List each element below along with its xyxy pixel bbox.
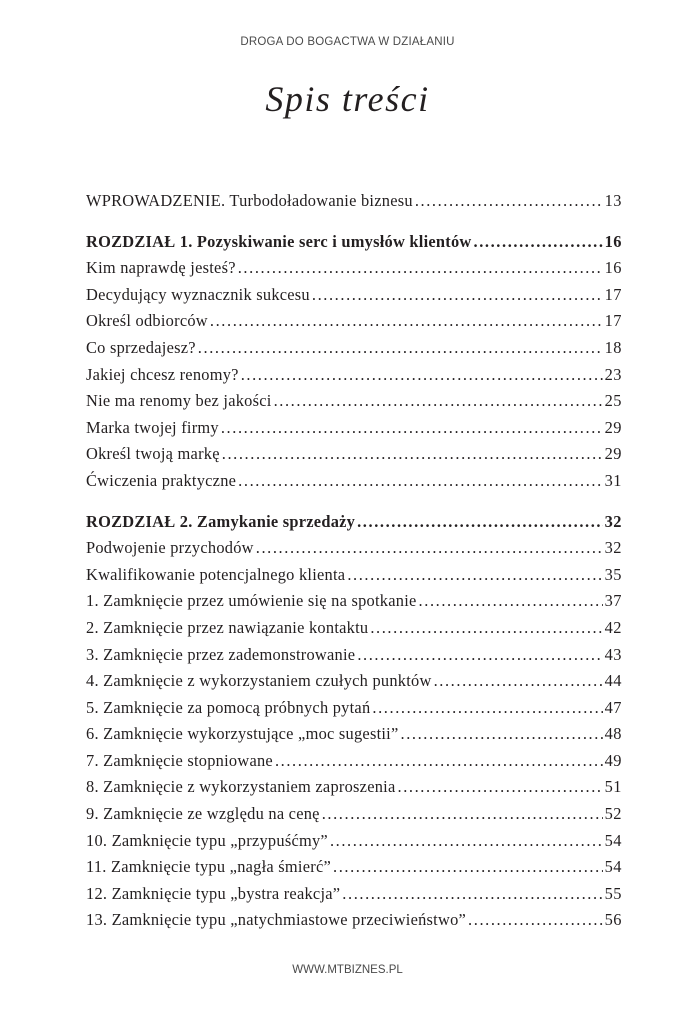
toc-entry-page: 31 bbox=[604, 470, 622, 490]
toc-entry[interactable] bbox=[86, 748, 622, 775]
toc-entry-page: 54 bbox=[604, 830, 622, 850]
dot-leader bbox=[468, 907, 603, 934]
toc-entry-label: Kim naprawdę jesteś? bbox=[86, 258, 236, 278]
running-footer[interactable]: WWW.MTBIZNES.PL bbox=[292, 964, 403, 976]
toc-entry-label: 1. Zamknięcie przez umówienie się na spotkanie bbox=[86, 591, 417, 611]
toc-entry[interactable] bbox=[86, 721, 622, 748]
toc-entry-page: 29 bbox=[604, 444, 622, 464]
toc-entry[interactable] bbox=[86, 255, 622, 282]
toc-entry[interactable] bbox=[86, 468, 622, 495]
dot-leader bbox=[238, 468, 602, 495]
dot-leader bbox=[372, 695, 602, 722]
toc-entry-page: 51 bbox=[604, 777, 622, 797]
toc-chapter-1[interactable] bbox=[86, 229, 622, 256]
toc-entry-label: 2. Zamknięcie przez nawiązanie kontaktu bbox=[86, 617, 369, 637]
toc-entry-page: 18 bbox=[604, 337, 622, 357]
toc-entry[interactable] bbox=[86, 535, 622, 562]
toc-entry[interactable] bbox=[86, 907, 622, 934]
toc-entry-page: 47 bbox=[604, 697, 622, 717]
section-gap bbox=[86, 215, 622, 229]
toc-entry[interactable] bbox=[86, 308, 622, 335]
toc-entry-label: Co sprzedajesz? bbox=[86, 337, 196, 357]
toc-entry-label: Nie ma renomy bez jakości bbox=[86, 391, 272, 411]
toc-entry-page: 48 bbox=[604, 724, 622, 744]
dot-leader bbox=[342, 881, 602, 908]
toc-entry-label: Marka twojej firmy bbox=[86, 417, 219, 437]
toc-entry-label: 5. Zamknięcie za pomocą próbnych pytań bbox=[86, 697, 371, 717]
dot-leader bbox=[474, 229, 603, 256]
toc-entry[interactable] bbox=[86, 335, 622, 362]
toc-entry[interactable] bbox=[86, 774, 622, 801]
dot-leader bbox=[312, 282, 603, 309]
dot-leader bbox=[210, 308, 603, 335]
toc-entry[interactable] bbox=[86, 562, 622, 589]
dot-leader bbox=[401, 721, 603, 748]
dot-leader bbox=[222, 441, 603, 468]
toc-entry-page: 43 bbox=[604, 644, 622, 664]
section-gap bbox=[86, 495, 622, 509]
dot-leader bbox=[241, 362, 603, 389]
toc-entry-page: 17 bbox=[604, 284, 622, 304]
toc-entry-label: 6. Zamknięcie wykorzystujące „moc sugestii” bbox=[86, 724, 399, 744]
toc-entry-page: 13 bbox=[604, 191, 622, 210]
toc-entry[interactable] bbox=[86, 668, 622, 695]
toc-entry-label: 9. Zamknięcie ze względu na cenę bbox=[86, 804, 320, 824]
toc-entry[interactable] bbox=[86, 441, 622, 468]
toc-entry-introduction[interactable] bbox=[86, 188, 622, 215]
dot-leader bbox=[419, 588, 603, 615]
dot-leader bbox=[256, 535, 603, 562]
toc-entry-page: 16 bbox=[604, 258, 622, 278]
toc-entry-page: 56 bbox=[604, 910, 622, 930]
dot-leader bbox=[333, 854, 603, 881]
toc-entry-page: 44 bbox=[604, 671, 622, 691]
dot-leader bbox=[415, 188, 603, 215]
table-of-contents bbox=[86, 188, 622, 934]
toc-entry-page: 17 bbox=[604, 311, 622, 331]
toc-entry-page: 23 bbox=[604, 364, 622, 384]
toc-entry-page: 54 bbox=[604, 857, 622, 877]
toc-entry-label: Kwalifikowanie potencjalnego klienta bbox=[86, 564, 346, 584]
toc-entry[interactable] bbox=[86, 828, 622, 855]
toc-entry-page: 49 bbox=[604, 750, 622, 770]
dot-leader bbox=[274, 388, 603, 415]
toc-entry-page: 32 bbox=[604, 538, 622, 558]
toc-entry-label: Określ odbiorców bbox=[86, 311, 208, 331]
dot-leader bbox=[434, 668, 603, 695]
dot-leader bbox=[238, 255, 603, 282]
toc-entry[interactable] bbox=[86, 881, 622, 908]
toc-entry-page: 29 bbox=[604, 417, 622, 437]
toc-entry[interactable] bbox=[86, 801, 622, 828]
toc-entry-page: 42 bbox=[604, 617, 622, 637]
toc-entry[interactable] bbox=[86, 282, 622, 309]
toc-chapter-2[interactable] bbox=[86, 509, 622, 536]
toc-entry-page: 55 bbox=[604, 883, 622, 903]
toc-entry[interactable] bbox=[86, 388, 622, 415]
toc-entry[interactable] bbox=[86, 642, 622, 669]
toc-entry-label: 10. Zamknięcie typu „przypuśćmy” bbox=[86, 830, 328, 850]
chapter-page: 16 bbox=[604, 231, 622, 251]
chapter-label: ROZDZIAŁ 2. Zamykanie sprzedaży bbox=[86, 511, 356, 531]
toc-entry-page: 25 bbox=[604, 391, 622, 411]
toc-entry-label: Podwojenie przychodów bbox=[86, 538, 254, 558]
toc-entry-label: Ćwiczenia praktyczne bbox=[86, 470, 237, 490]
toc-entry-label: Decydujący wyznacznik sukcesu bbox=[86, 284, 310, 304]
toc-entry-label: 12. Zamknięcie typu „bystra reakcja” bbox=[86, 883, 341, 903]
toc-entry-label: Jakiej chcesz renomy? bbox=[86, 364, 239, 384]
toc-entry-label: WPROWADZENIE. Turbodoładowanie biznesu bbox=[86, 191, 413, 210]
dot-leader bbox=[357, 509, 603, 536]
toc-entry[interactable] bbox=[86, 588, 622, 615]
toc-entry-page: 35 bbox=[604, 564, 622, 584]
toc-entry-label: 4. Zamknięcie z wykorzystaniem czułych punktów bbox=[86, 671, 432, 691]
chapter-label: ROZDZIAŁ 1. Pozyskiwanie serc i umysłów klientów bbox=[86, 231, 472, 251]
toc-entry-label: 11. Zamknięcie typu „nagła śmierć” bbox=[86, 857, 332, 877]
toc-entry[interactable] bbox=[86, 615, 622, 642]
page-title: Spis treści bbox=[265, 79, 430, 119]
toc-entry[interactable] bbox=[86, 362, 622, 389]
toc-entry-label: 13. Zamknięcie typu „natychmiastowe przeciwieństwo” bbox=[86, 910, 467, 930]
dot-leader bbox=[370, 615, 602, 642]
dot-leader bbox=[198, 335, 603, 362]
running-header: DROGA DO BOGACTWA W DZIAŁANIU bbox=[240, 36, 455, 48]
toc-entry-page: 52 bbox=[604, 804, 622, 824]
dot-leader bbox=[398, 774, 603, 801]
toc-entry-page: 37 bbox=[604, 591, 622, 611]
dot-leader bbox=[322, 801, 603, 828]
toc-entry-label: 7. Zamknięcie stopniowane bbox=[86, 750, 273, 770]
dot-leader bbox=[347, 562, 602, 589]
toc-entry-label: 8. Zamknięcie z wykorzystaniem zaproszenia bbox=[86, 777, 396, 797]
dot-leader bbox=[221, 415, 603, 442]
toc-entry-label: 3. Zamknięcie przez zademonstrowanie bbox=[86, 644, 356, 664]
toc-entry[interactable] bbox=[86, 695, 622, 722]
dot-leader bbox=[275, 748, 603, 775]
toc-entry[interactable] bbox=[86, 854, 622, 881]
toc-entry-label: Określ twoją markę bbox=[86, 444, 220, 464]
dot-leader bbox=[357, 642, 602, 669]
toc-entry[interactable] bbox=[86, 415, 622, 442]
chapter-page: 32 bbox=[604, 511, 622, 531]
dot-leader bbox=[330, 828, 603, 855]
